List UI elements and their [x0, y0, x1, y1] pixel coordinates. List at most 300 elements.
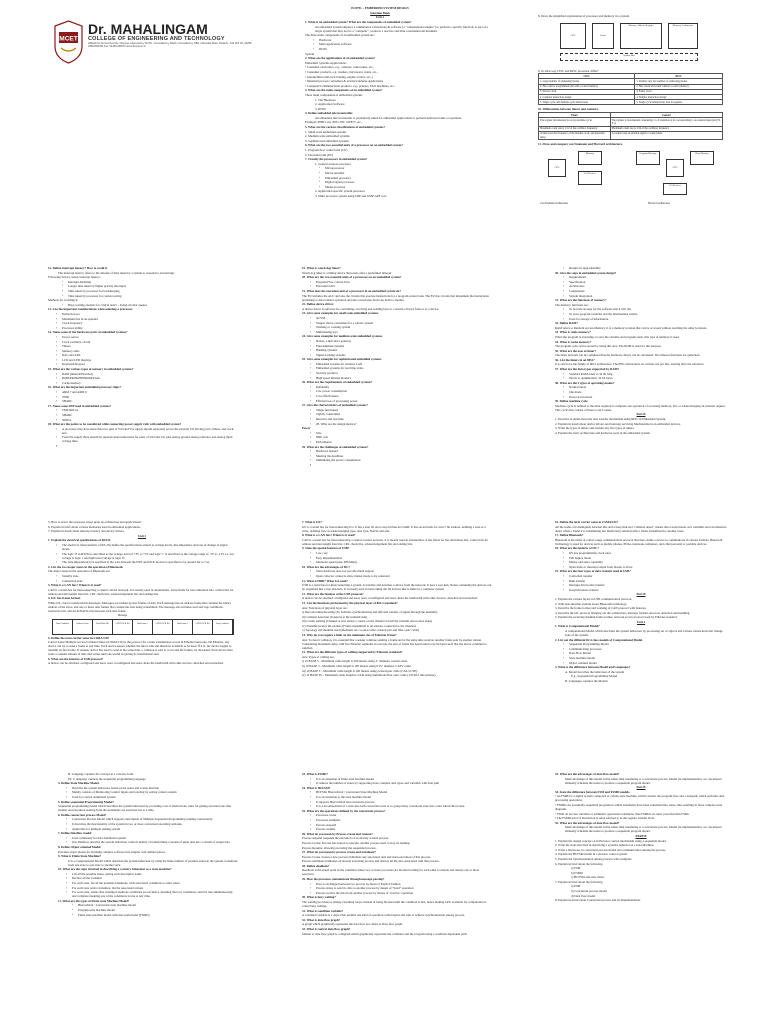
question: 12. Define interrupt latency? How to avoid it. [48, 266, 108, 270]
question: 31. What are the functions of memory? [555, 298, 607, 303]
list-item: • Consumer products, e.g. washers, microwave ovens, etc., [305, 69, 378, 74]
list-item: • Full duplex mode [555, 556, 727, 560]
list-item: • Processor ability [48, 326, 234, 330]
table-cell: A timer uses the frequency of the internal clock, and generates delay. [539, 131, 611, 139]
list-item: • The electrical characteristics of RS-232 define the specifications related to voltage levels, line impedance and rate of change of signal levels. [48, 543, 236, 551]
question: 27. What do you mean by process create and terminate? [302, 850, 376, 855]
question: 8. Define Object oriented Model. [58, 844, 102, 849]
harvard-data-memory: Data Memory [690, 151, 714, 165]
list-item: 3. Sophisticated embedded systems [305, 138, 349, 143]
list-item: • Process suspend [302, 823, 492, 827]
answer-text: Process Create: Process has started to execute, another process need to stop its running. [302, 840, 411, 845]
list-item: • Slave hardware does not provide much support [302, 569, 492, 573]
i2c-frame-cell: Stop Condition [213, 620, 233, 634]
answer-text: A condition variable is a object that permits one kind of operation called signal and wait to achieve synchronization among process. [302, 913, 465, 918]
answer-text: The major states in the operation of Bluetooth are: [48, 569, 111, 574]
question: 18. What are the points to be considered while connecting power supply rails with embedded system? [48, 422, 182, 427]
table-header: RISC [635, 74, 723, 79]
question: 12. What are the features of the USB protocol? [302, 591, 364, 596]
list-item: • Moderate speed (upto 480 Mbps) [302, 560, 492, 564]
question: 32. What is data flow graph? [302, 917, 341, 922]
list-item: ▪ Media processor [305, 185, 495, 189]
answer-text: Process Create creates a new process; initializes any associated data and starts execution of that process. [302, 854, 432, 859]
list-item: • ACVM [302, 316, 492, 320]
part-b-question: 5. Explain the Synchronization among process with examples. [555, 856, 633, 861]
answer-text: The memory functions are: [555, 302, 589, 307]
question: 24. Give some examples for medium scale embedded systems. [302, 334, 383, 339]
list-item: • Embedded systems for real time video [302, 366, 492, 370]
question: 18. What are the features of I2C? [555, 546, 599, 551]
list-item: • The logic '0' in RS232 is described as the voltage level of +3V to +5V and logic '1' is described as the voltage range of -3V to -15V i.e. low voltage is logic 1 and high level voltage is logic '0'. [48, 552, 236, 560]
question: 20. What are the two essential units of a processor on an embedded system? [302, 275, 402, 280]
list-item: • Low cost [302, 551, 492, 555]
answer-text: iii) 10 BASE T - Maximum cable length is 100 meters using twisted-pair cable (CAT-3 UTP). [302, 668, 418, 673]
list-item: • Signal tracking systems [302, 353, 492, 357]
list-item: • Instruction set [48, 312, 234, 316]
question: 16. Define the term carrier sense in CSMA/CD? [555, 520, 619, 524]
i2c-message-label: Message [118, 613, 128, 617]
list-item: • Stepper motor controllers for a robotic system [302, 321, 492, 325]
list-item: • System integration [555, 294, 727, 298]
answer-text: A device can be attached, configured and used, reset, reconfigured and used, share the bandwidth with other devices, detached and reattached. [48, 661, 224, 666]
list-item: • For each state, ensure that existing transitions conditions are exclusive, meaning that two conditions could be true simultaneously, and complete meaning one of the conditions is true at any time. [58, 890, 238, 898]
list-item: • The Line impedance(Z) is specified at the wire between the DTE and DCE devices is specified to be around 3Ω to 7 Ω. [48, 560, 236, 564]
answer-text: Deadlock is the stated point in the condition where two or more processes are blocked waiting for each other to unlock and release one or more resources. [302, 868, 480, 877]
page4-column-1 [58, 772, 238, 1022]
list-item: • From the supply there should be separate interconnections for pairs of Vdd and Vss pins analog ground analog reference and analog input voltage lines. [48, 435, 234, 443]
question: 28. Define deadlock? [302, 863, 330, 868]
table-cell: 4. Simpler instruction design [635, 95, 723, 100]
question: 33. What is static memory? [555, 330, 591, 335]
part-b-question: 7. Explain in brief about the following [555, 879, 603, 884]
list-item: • Size [302, 431, 492, 435]
i2c-frame-cell: Data Frame 2 [173, 620, 193, 634]
answer-text: v) Topology and medium used (Mediums are co-axial cable, twisted pair and fiber optic cable) [302, 628, 419, 633]
list-item: • Normal mode [555, 385, 727, 389]
question: 8. What is a CAN bus? Where is it used? [302, 533, 356, 538]
list-item: • Applicable for multiple tasking system [58, 827, 238, 831]
list-item: • It is a decomposition of a state into both concurrent state or to group many concurrent state into a new hierarchical state. [302, 804, 492, 808]
answer-text: Embedded Systems Applications: [305, 60, 347, 65]
answer-text: Process suspend suspends the execution of an already created process. [302, 836, 389, 841]
list-item: • Idle mode [555, 390, 727, 394]
answer-text: USB is a serial bus for interconnecting a system. It attaches and detaches a device from the network. It uses a root hub. Nodes containing the devices can be organized like a tree structure. It is mostly used in networking the IO devices like scanner in a computer system. [302, 583, 492, 592]
question: 11. Draw and compare von Neumann and Harvard architecture. [538, 142, 623, 147]
list-item: 1. Small scale embedded systems [305, 129, 347, 134]
list-item: • For each state and/or transition, list the associated actions [58, 886, 238, 890]
part-b-question: 4. Explain the basic architecture and hardware tools in the embedded system. [555, 430, 651, 435]
answer-text: Machine cycle is defined as the time required to complete one operation of accessing memory, I/O, or acknowledging an external request. This cycle may consist of three to six T-states. [555, 403, 726, 412]
table-cell: 2. Has a hard wired unit without a control memory [635, 84, 723, 89]
list-item: ▪ Embedded processor [305, 176, 495, 180]
list-item: • Meeting the deadlines [302, 454, 492, 458]
table-cell: 5. Single-cycle and multiple cycle instructions [539, 100, 635, 105]
answer-text: Three main components of embedded systems [305, 92, 363, 97]
part-b-question: 2. Write the steps involved in describing a system's behavior as a state Machine. [555, 843, 655, 848]
list-item: • It reduces the number of states by supporting more complex data types and variables with data path [302, 781, 492, 785]
answer-text: An embedded system employs a combination of hardware & software (a "computational engine") to perform a specific function; is part of a larger system that may not be a "computer"; works in a reactive and time-constrained environment. [315, 24, 489, 33]
question: 4. Define State Machine Model. [58, 781, 100, 786]
list-item: 2. Application specific system processor [315, 189, 365, 194]
list-item: ▪ Longer time taken by higher priority interrupts [48, 284, 234, 288]
question: 14. Name some of the hardware parts of embedded systems? [48, 330, 128, 335]
answer-text: Bluetooth is the name of a short range communication protocol that may enable a device to communicate in various formats. Bluetooth Technology is used for devices such as mobile phones, PDAs, notebook computers, and other personal or portable devices. [555, 537, 723, 546]
page2-column-2 [302, 266, 492, 516]
page3-column-1 [48, 520, 236, 770]
list-item: • Tightly constrained [302, 412, 492, 416]
part-b-question: 2. With neat sketches explain about Bluetooth technology. [555, 601, 627, 606]
question: 17. Name some DSP used in embedded systems? [48, 403, 112, 408]
page1-left-column [305, 20, 495, 270]
unit-label: Unit 1 [375, 15, 385, 20]
part-b-question: 4. Explain the HCFSM model in a elevator control system. [555, 852, 628, 857]
table-cell: A counter uses an external signal to count pulses. [610, 131, 722, 139]
answer-text: Following factors causes interrupt latency: [48, 275, 101, 280]
part-b-heading: Part-B [636, 412, 646, 417]
table-row [539, 100, 723, 105]
answer-text: Main advantage of this model is that rather than translating to a concurrent process. Model for implementation, we can instead manually schedule the nodes to produce a sequential program model. [565, 825, 722, 834]
list-item: • Use Dataflow describe the system behaviour controls mainly of transforming a stream of input data into a stream of output data [58, 840, 238, 844]
list-item: • 5600xx [48, 418, 234, 422]
table-cell: 1. Smaller very few number of addressing modes [635, 79, 723, 84]
list-item: • Washing or cooking system [302, 325, 492, 329]
answer-text: It is said to be the family of 8051 architecture. The 8051 instructions are written one per line, starting after the reference. [555, 362, 705, 367]
answer-text: B. Language captures the concept in a concrete form [68, 772, 134, 776]
answer-text: The program code can be stored by using this area. The ROM is used for this purpose. [555, 344, 662, 349]
list-item: 1. General purpose processor [315, 161, 352, 166]
question: 2. List the two major states in the operation of Bluetooth. [48, 564, 124, 569]
question: 36. List the timers in an 8051? [555, 357, 595, 362]
list-item: • Sequential Programming Model [555, 642, 727, 646]
table-cell: 3. Slower clock [539, 89, 635, 94]
part-b-question: 6. Explain in brief about various memories used in embedded applications. [48, 524, 141, 529]
question: 38. What are the 3 types of operating modes? [555, 380, 615, 385]
list-item: • Standard RAM tends to 32 bit long [555, 372, 727, 376]
list-item: • Processes create [302, 813, 492, 817]
table-cell: The register is incremented considering 1 to 0 transition at its corresponding to an external input pin (T0, T1). [611, 118, 721, 125]
answer-text: • The FSMD level of abstraction is often referred to as the register transfer level. [555, 816, 655, 821]
college-logo-icon [53, 20, 84, 64]
list-item: 2. Execution unit (EU) [305, 152, 334, 157]
question: 11. What are the types of Finite state Machine Model? [58, 898, 130, 903]
list-item: • Power source [48, 335, 234, 339]
list-item: • Router, a hub and a gateway [302, 339, 492, 343]
list-item: • List all the possible states, giving each descriptive name [58, 872, 238, 876]
harvard-cpu-block: CPU [666, 159, 684, 177]
course-code: EC8791 – EMBEDDED SYSTEM DESIGN [351, 6, 409, 10]
question: 15. What are the various types of memory in embedded systems? [48, 367, 134, 372]
question: 23. What is FSMD? [302, 772, 328, 776]
question: 4. I2C bus frame format. [48, 596, 81, 601]
list-item: • It is an extension to the state machine model [302, 795, 492, 799]
question: 9. In what way CISC and RISC processor differ? [538, 68, 599, 73]
answer-text: While I2C, data is transferred in messages. Messages are broken up into frames of data. Each message has an address frame that contains the binary address of the slave, and one or more data frames that contain the data being transmitted. The message also includes start and stop conditions, read/write bits, and ACK/NACK bits between each data frame: [48, 600, 232, 613]
question: 1. What is Computational Model? [555, 624, 600, 629]
answer-text: A graph which graphically represents the data flow are called as Data flow graph. [302, 922, 403, 927]
question: 31. What is condition variable? [302, 908, 344, 913]
question: 17. Define Bluetooth? [555, 533, 584, 538]
question: 26. What do you mean by Process create and resume? [302, 831, 373, 836]
list-item: b) Concurrent process model [571, 889, 607, 894]
list-item: • Isosynchronous transfer [555, 588, 727, 592]
list-item: • Reliability [302, 385, 492, 389]
list-item: • Bulk transfer [555, 579, 727, 583]
list-item: • It is an extension of finite state machine model [302, 777, 492, 781]
answer-text: Ans: To detect collision, it is essential that a sender continue sending a frame and at the same time receives another frame sent by another station. Considering maximum delay with five Ethernet segments in cascade, the size of frame has been found to be 64 bytes such that the above condition is satisfied. [302, 637, 487, 650]
question: 2. What are the applications of an embedded system? [305, 56, 376, 61]
question: 21. What does the execution unit of a processor in an embedded system do? [302, 288, 402, 293]
list-item: • Processes terminate [302, 818, 492, 822]
page1-right-column [538, 14, 723, 269]
list-item: • Maximum bits in an operand [48, 317, 234, 321]
question: 11. What is HDD? What is it used? [302, 578, 348, 583]
list-item: ▪ Program state machine model [58, 908, 238, 912]
question: 9. What is Finite State Machine? [58, 854, 102, 859]
list-item: • High speed Internet Routers [302, 376, 492, 380]
answer-text: Carrier Sense Multiple Access/Collision Detect (CSMA/CD) is the protocol for carrier transmission access in Ethernet networks. On Ethernet, any device can try to send a frame at any time. Each device senses whether the line is idle and therefore available to be used. If it is, the device begins to transmit its first frame. If another device has tried to send at the same time, a collision is said to occur and the frames are discarded. Each device then waits a random amount of time and retries until successful in getting its transmission sent. [48, 640, 233, 657]
list-item: 2. Application Software [315, 102, 345, 107]
list-item: • Data Flow Model [555, 651, 727, 655]
answer-text: It is a Computational Model which describes the system behaviour by using the finite number of possible states in the system, transitions from one state to one state to another state. [68, 858, 238, 867]
unit-heading: Unit 3 [636, 619, 646, 624]
list-item: • Efficient use of processing power [302, 399, 492, 403]
list-item: ▪ Finite state machine model with data path model (FSMD) [58, 913, 238, 917]
list-item: ▪ Interrupt disabling [48, 280, 234, 284]
answer-text: Similar to data flow graph is a diagram which graphically represents the condition and the program using a condition dependent path. [302, 931, 468, 936]
answer-text: Sequential programming model which describes the system behaviour by providing a set of instructions, rules for getting executed one after another and execution starting from the statements are executed one at a time. [58, 804, 232, 813]
list-item: • Keyboard/Keypad [48, 362, 234, 366]
question: 10. What are the steps involved in describing a system's behaviour as a state machine? [58, 867, 172, 872]
list-item: • Single functioned [302, 408, 492, 412]
table-header: CISC [539, 74, 635, 79]
answer-text: RAM refers to Random Access Memory. It is a memory location that can be accessed without touching the other locations. [555, 325, 708, 330]
question: Power [302, 426, 311, 431]
table-header: Timer [539, 113, 611, 118]
list-item: 3. RTOS [315, 106, 326, 111]
part-b-heading: Part-B [636, 785, 646, 790]
unit-heading: Unit 2 [137, 533, 147, 538]
question: 27. Give the characteristics of embedded systems? [302, 403, 368, 408]
von-neumann-caption: von Neumann Architecture [540, 201, 569, 205]
list-item: c) HCFSM and state charts [571, 875, 605, 880]
list-item: • Process receive the data from another process by means of "receive" operation [302, 891, 492, 895]
answer-text: I2C is a serial bus for interconnecting ICs. It has a start bit and a stop bit like an UART. It has seven fields for start,7 bit address, defining a read or a write, defining byte as acknowledging byte, data byte, NACK and end. [302, 524, 486, 533]
answer-text: All the nodes can distinguish between idle and a busy-link and "collision detect" means that a node listens as it transmits and can therefore detect when a frame it is transmitting has interfered (collided) with a frame transmitted by another node. [555, 524, 727, 533]
answer-text: The interrupt latency refers to the amount of time taken by a system to respond to an interrupt. [58, 270, 175, 275]
memory-block: Memory Architecture [668, 23, 698, 49]
list-item: • Controlled transfer [555, 574, 727, 578]
list-item: • Entertainment systems [302, 344, 492, 348]
list-item: • Used commonly for data dominated system [58, 836, 238, 840]
list-item: • i7060 [48, 395, 234, 399]
question: 15. What are the different types of cabling supported by Ethernet standard? [302, 650, 403, 655]
list-item: • For each state, list all the possible transitions, with associated conditions to other states [58, 881, 238, 885]
table-header: Counter [610, 113, 722, 118]
answer-text: • An FSMD is a digital system composed of a finite state machine, which controls the program flow and a datapath, which performs data processing operations. [555, 794, 725, 803]
question: 33. What is control data flow graph? [302, 927, 351, 931]
list-item: ▪ Time taken by processor for bookkeeping [48, 289, 234, 293]
college-address: Affiliated to Anna University, Chennai; Approved by AICTE ; Accredited by NAAC; Accredited by NBA; Udumalai Road, Pollachi - 642 003 Tel: 04259-236030/40/50 Fax: 04259-236070 www.drmcet.ac.in [88, 42, 253, 48]
list-item: a) FSM [571, 866, 581, 871]
list-item: • HCFSM, Hierarchical / Concurrent State Machine Model [302, 790, 492, 794]
answer-text: A device driver is software for controlling, receiving and sending byte or a stream of bytes from or to a device. [302, 306, 440, 311]
i2c-frame-cell: Start Condition [53, 620, 73, 634]
list-item: • LCD and LED displays [48, 358, 234, 362]
list-item: • State machine model [555, 656, 727, 660]
part-b-question: 3. Write the types of timers and explain any five types of timers. [555, 426, 635, 431]
question: 16. What are the important embedded processor chips? [48, 385, 121, 390]
answer-text: E.g., Sequential Programming Model [571, 674, 618, 679]
list-item: • Interrupt driven data transfer [555, 583, 727, 587]
answer-text: iv) 10 BASE FL - Maximum cable length is 2 Km using multimode fiber optic cable (125/62.5 micrometer). [302, 673, 437, 678]
list-item: • Clock oscillator circuit [48, 340, 234, 344]
list-item: • Connection state [48, 579, 236, 583]
answer-text: CAN is a serial bus for interconnecting a central Control network. It is mostly used in automobiles. It has fields for bus arbitration bits, control bits for address and data length data bits, CRC check bits, acknowledgement bits and ending bits. [302, 537, 489, 546]
list-item: • Performance [302, 440, 492, 444]
question: 32. Define RAM? [555, 321, 578, 326]
list-item: • Used for storage of information. [555, 317, 727, 321]
list-item: ▪ Microcontroller [305, 171, 495, 175]
page4-column-3 [555, 772, 727, 1022]
table-row [539, 131, 723, 139]
page3-column-3 [555, 520, 727, 770]
page2-column-3 [555, 266, 727, 516]
timer-counter-table [538, 112, 723, 140]
list-item: • Automobiles (anti-lock braking, engine control, etc.,) [305, 74, 373, 79]
table-cell: 2. Has a micro programmed unit with a control memory [539, 84, 635, 89]
part-b-question: 7. Explain in detail about interrupt latency and device drivers. [48, 529, 125, 534]
question: 22. Define device driver. [302, 302, 334, 307]
answer-text: Ans: Functions of physical layer are: [302, 605, 348, 610]
logo-text: MCET [59, 35, 78, 43]
list-item: 3. Multi processor system using GPP and ASSP GPP core [315, 193, 387, 198]
list-item: • Timers [48, 344, 234, 348]
i2c-frame-figure [48, 614, 236, 636]
list-item: • ARM 7 and ARM 9 [48, 390, 234, 394]
answer-text: The three main components of an embedded system are: [305, 33, 375, 38]
i2c-frame-cell: Data Frame 1 [133, 620, 153, 634]
part-b-question: 5. Explain the receiving medium frame format, network access protocol used by Ethernet standard. [555, 615, 678, 620]
answer-text: The timer network can be completed Precise hardware delays can be calculated. The timeout functions are generated. [555, 353, 701, 358]
college-subtitle: COLLEGE OF ENGINEERING AND TECHNOLOGY [88, 36, 225, 42]
i2c-frame-cell: ACK/NACK Bit [153, 620, 173, 634]
question: 8. Draw the simplified organization of processor and memory in a system. [538, 14, 630, 18]
question: 5. What are the various classifications of embedded systems? [305, 125, 386, 130]
question: 19. What are the four types of data transfer used in USB? [555, 569, 631, 574]
i2c-frame-cell: Read/Write Bit [93, 620, 113, 634]
answer-text: CAN is a serial bus for interconnecting a central control network. It is mostly used in automobiles. It has fields for bus arbitration bits, control bits for address and data length data bits, CRC check bits, acknowledgement bits and ending bits. [48, 587, 234, 596]
part-b-question: 5. How to select the processor based upon its architecture and applications? [48, 520, 142, 524]
question: 10. What are the advantages of I2C? [302, 564, 351, 569]
page2-column-1 [48, 266, 234, 516]
list-item: • Components [555, 289, 727, 293]
part-b-heading: PART-B [635, 833, 647, 838]
answer-text: An embedded microcontroller is particularly suited for embedded applications to perform dedicated tasks or operation. [315, 115, 462, 120]
list-item: • Standby state [48, 574, 236, 578]
list-item: • Reactive and real time [302, 417, 492, 421]
list-item: • Execution Unit [302, 284, 492, 288]
cpu-block: CPU [560, 23, 586, 49]
list-item: • Consumer electronics, e.g., cameras, camcorders, etc., [305, 65, 374, 70]
answer-text: Ex: C language captures the sequential programming language. [68, 776, 147, 781]
page4-column-2 [302, 772, 492, 1022]
list-item: • Low power consumption [302, 389, 492, 393]
question: 39. Define machine cycle. [555, 399, 589, 404]
part-b-question: 3. Describe the frame format and working of CAN protocol with features. [555, 606, 647, 611]
question: 35. What are the uses of timer? [555, 348, 597, 353]
question: 7. What is I2C? [302, 520, 323, 524]
list-item: • To provide storage for the software that it will run. [555, 307, 727, 311]
table-cell: 5. Single cycle instructions; data in registers [635, 100, 723, 105]
table-cell: 4. Complex instruction design [539, 95, 635, 100]
question: 24. What is HCFSM? [302, 785, 331, 790]
answer-text: Main advantage of this model is that rather than translating to a concurrent process. Model for implementation, we can instead manually schedule the nodes to produce a sequential program model. [565, 776, 722, 785]
answer-text: Ans: Types of cabling are: [302, 654, 335, 659]
answer-text: A computational Model which describes the system behaviour by processing set of objects and various transactions that change state of the system. [565, 629, 723, 638]
harvard-io-block: I/O Devices [663, 183, 687, 195]
list-item: • SHARC [48, 399, 234, 403]
list-item: 1. The Hardware [315, 97, 336, 102]
list-item: • Minimizing the power consumption [302, 458, 492, 462]
question: 33. What are the advantages of data flow model? [555, 772, 620, 776]
question: 1. What is an embedded system? What are the components of embedded system? [305, 20, 412, 24]
part-b-question: 1. Explain the various layers in USB communication protocol. [555, 596, 633, 601]
question: 6. What are the two essential units of a processor on an embedded system? [305, 143, 403, 148]
list-item: • Easy implementation [302, 556, 492, 560]
answer-text: When the program is executing, to save the variable and program stack, this type of memory is used. [555, 334, 680, 339]
answer-text: ii) 10 BASE 2 - Maximum cable length is 185 meters using 0.25" diameter CATV cable. [302, 664, 412, 669]
part-b-question: 8. Explain in detail about Concurrent process and its implementation. [555, 898, 641, 903]
i2c-frame-cell: ACK/NACK Bit [113, 620, 133, 634]
question: 6. Define concurrent process Model? [58, 812, 107, 817]
list-item: a) PSM [571, 884, 581, 889]
list-item: • Words to optimization: 32 bit bytes [555, 376, 727, 380]
table-cell: The register incremented for every machine cycle. [539, 118, 611, 126]
list-item: • Used for control dominated system [58, 795, 238, 799]
answer-text: Provides object means for breaking complex software into simpler well defined pieces. [58, 849, 166, 854]
question: 26. What are the requirements of embedded systems? [302, 380, 373, 385]
list-item: • Concurrent Process Model which supports description of Multiple Sequential Programming running concurrently. [58, 817, 238, 821]
answer-text: Example: 68HC11xx, 8051, PIC 16F877, etc., [305, 120, 363, 125]
list-item: • Embedded systems for wireless LAN [302, 362, 492, 366]
list-item: • Hardware [305, 38, 495, 42]
part-b-question: 1. Explain the design concept of an Elevator control mechanism using a sequential model. [555, 838, 667, 843]
answer-text: iii) Carrier sensing (Channel access senses a carrier on the channel at both the transmit and receive sides) [302, 619, 433, 624]
answer-text: B. Languages captures the Models [565, 679, 608, 683]
part-b-question: 2. Explain in detail about device drivers and interrupt servicing Mechanisms in an embedded devices. [555, 421, 681, 426]
list-item: • Cost effectiveness [302, 394, 492, 398]
answer-text: • FSMDs are essentially sequential programs in which statements have been scheduled into states, thus resulting in more complex state diagrams. [555, 802, 723, 811]
list-item: • Power down mode [555, 395, 727, 399]
list-item: • RAM (internal/External) [48, 372, 234, 376]
list-item: • Multitasking toys [302, 330, 492, 334]
list-item: • Clock frequency [48, 321, 234, 325]
system-bus: System Bus [560, 53, 698, 61]
question: 5. Define sequential Programming Model? [58, 799, 114, 804]
list-item: ▪ Hierarchical / Concurrent state machine model [58, 903, 238, 907]
answer-text: • FSMs do not use variables or arithmetic operations/conditions, thus FSMDs are more powerful than FSMs. [555, 811, 690, 816]
cache-block: Cache [592, 23, 614, 49]
answer-text: The waiting processes is simply executing loops, instead of being blocked until the condition is met, hence making CPU available for computation is called busy waiting. [302, 900, 487, 909]
harvard-caption: Harvard Architecture [648, 201, 670, 205]
list-item: • Mainly consists of Monitoring Control Inputs and reacting by setting control outputs [58, 790, 238, 794]
question: 23. Give some examples for small scale embedded systems. [302, 311, 379, 316]
memory-organization-figure [538, 19, 723, 69]
question: 29. How the processes communicate through message passing? [302, 877, 385, 882]
page3-column-2 [302, 520, 492, 770]
question: 19. What is watch dog timer? [302, 266, 341, 270]
question: 2. List out the different first class models of Computational Model. [555, 637, 643, 642]
